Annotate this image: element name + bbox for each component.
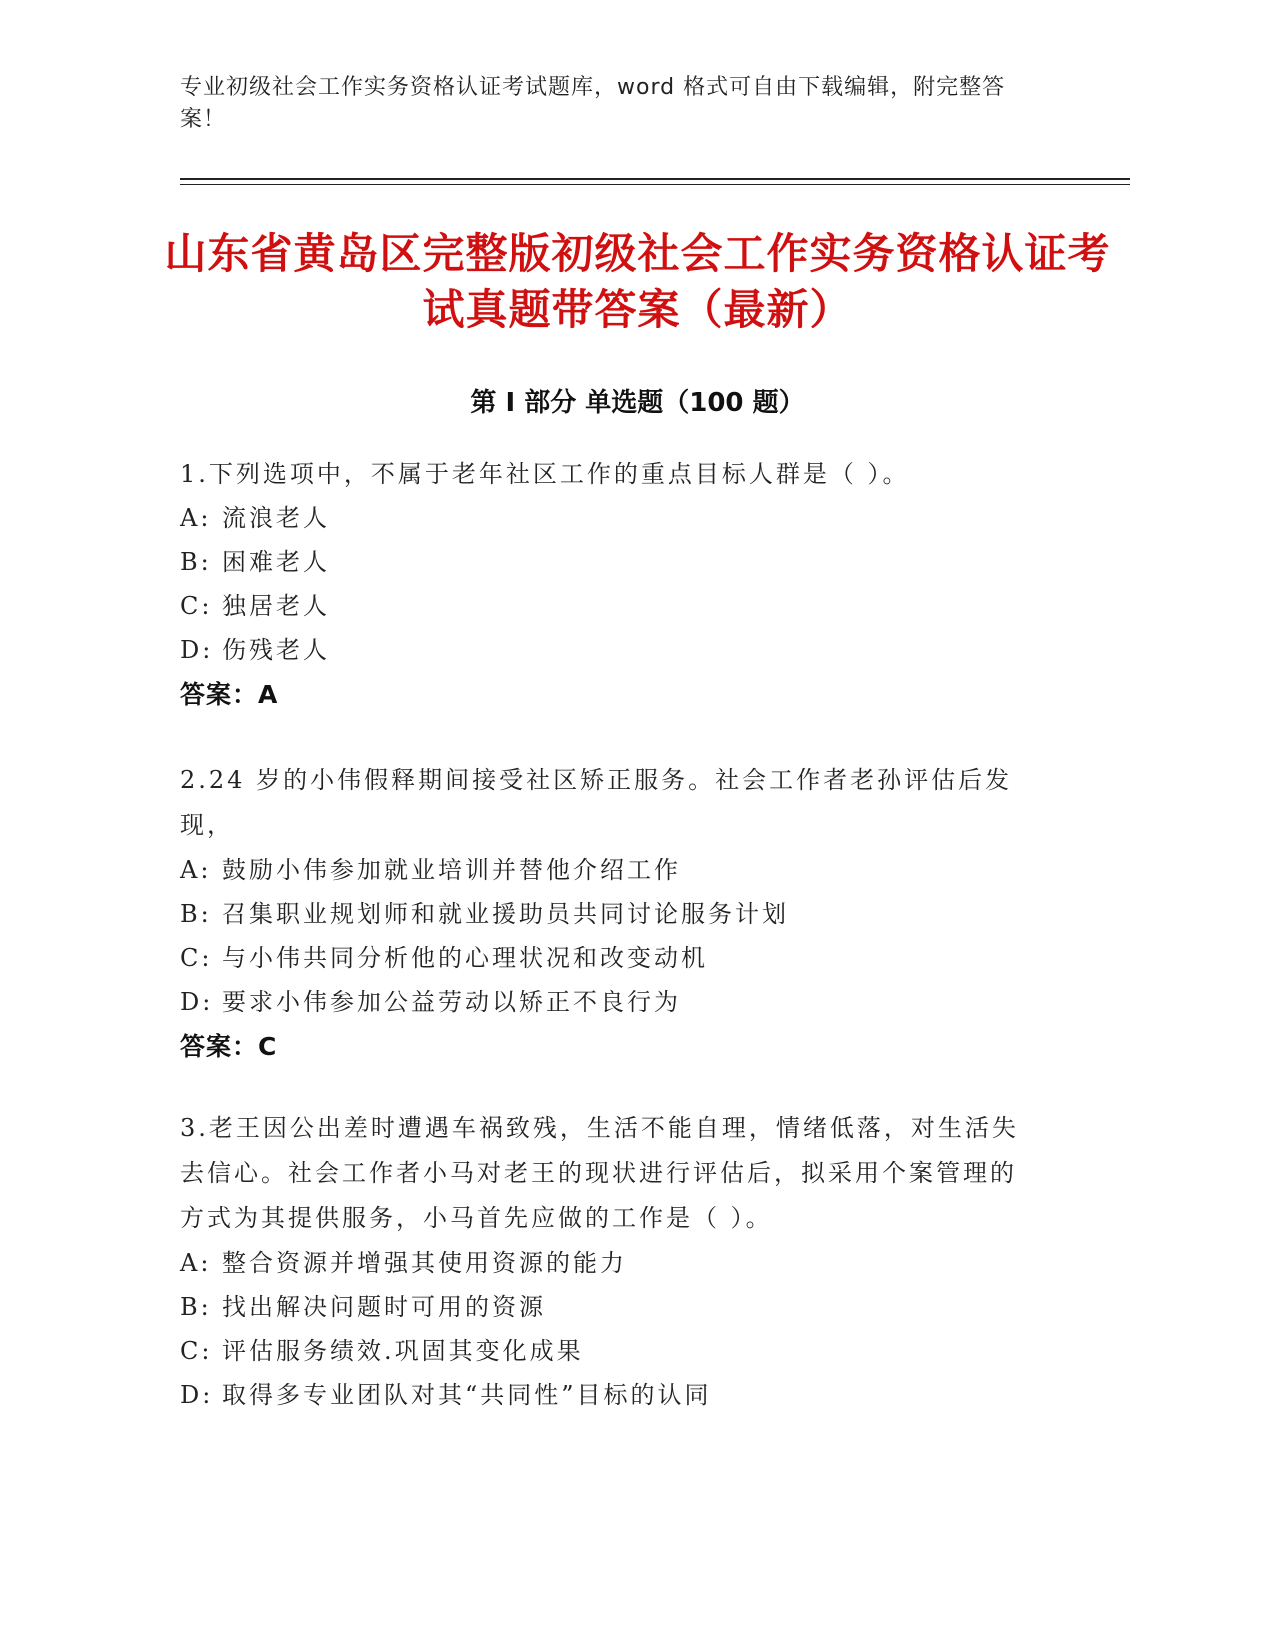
header-note: 专业初级社会工作实务资格认证考试题库，word 格式可自由下载编辑，附完整答案！: [180, 75, 1006, 132]
option-letter: A:: [180, 504, 212, 532]
option-text: 困难老人: [222, 548, 330, 576]
answer-value: A: [258, 680, 279, 709]
question-2-option-d: [180, 980, 1060, 1024]
option-letter: A:: [180, 1249, 212, 1277]
header-rule-thin: [180, 184, 1130, 185]
question-1-option-d: [180, 628, 1060, 672]
question-1-answer: [180, 672, 1060, 718]
option-text: 找出解决问题时可用的资源: [222, 1293, 546, 1321]
question-1-stem: 1.下列选项中，不属于老年社区工作的重点目标人群是（ ）。: [180, 460, 910, 488]
option-text: 独居老人: [222, 592, 330, 620]
question-2-option-a: [180, 848, 1060, 892]
question-3-option-d: [180, 1373, 1060, 1417]
question-3-option-c: [180, 1329, 1060, 1373]
option-text: 取得多专业团队对其“共同性”目标的认同: [222, 1381, 712, 1409]
answer-label: 答案：: [180, 1032, 259, 1061]
option-text: 鼓励小伟参加就业培训并替他介绍工作: [222, 856, 681, 884]
question-2-option-c: [180, 936, 1060, 980]
option-text: 整合资源并增强其使用资源的能力: [222, 1249, 627, 1277]
option-letter: B:: [180, 548, 212, 576]
option-text: 流浪老人: [222, 504, 330, 532]
question-2: [180, 758, 1060, 1070]
question-1-option-b: [180, 540, 1060, 584]
answer-label: 答案：: [180, 680, 259, 709]
question-3-stem: 3.老王因公出差时遭遇车祸致残，生活不能自理，情绪低落，对生活失去信心。社会工作者小马对老王的现状进行评估后，拟采用个案管理的方式为其提供服务，小马首先应做的工作是（ ）。: [180, 1114, 1019, 1232]
option-letter: C:: [180, 944, 213, 972]
option-letter: B:: [180, 1293, 212, 1321]
option-letter: C:: [180, 592, 213, 620]
answer-value: C: [258, 1032, 278, 1061]
option-letter: D:: [180, 1381, 214, 1409]
option-letter: D:: [180, 636, 214, 664]
question-1-option-a: [180, 496, 1060, 540]
document-title: 山东省黄岛区完整版初级社会工作实务资格认证考试真题带答案（最新）: [164, 229, 1111, 334]
question-1-option-c: [180, 584, 1060, 628]
question-3-option-b: [180, 1285, 1060, 1329]
option-letter: A:: [180, 856, 212, 884]
option-letter: C:: [180, 1337, 213, 1365]
question-2-stem: 2.24 岁的小伟假释期间接受社区矫正服务。社会工作者老孙评估后发现，: [180, 766, 1013, 839]
section-heading: 第 I 部分 单选题（100 题）: [470, 388, 805, 418]
question-2-answer: [180, 1024, 1060, 1070]
question-2-option-b: [180, 892, 1060, 936]
option-text: 与小伟共同分析他的心理状况和改变动机: [222, 944, 708, 972]
question-3-option-a: [180, 1241, 1060, 1285]
option-text: 评估服务绩效.巩固其变化成果: [222, 1337, 584, 1365]
option-text: 伤残老人: [222, 636, 330, 664]
option-text: 召集职业规划师和就业援助员共同讨论服务计划: [222, 900, 789, 928]
question-3: [180, 1106, 1060, 1417]
option-text: 要求小伟参加公益劳动以矫正不良行为: [222, 988, 681, 1016]
question-1: [180, 452, 1060, 718]
header-rule-thick: [180, 178, 1130, 180]
option-letter: D:: [180, 988, 214, 1016]
option-letter: B:: [180, 900, 212, 928]
